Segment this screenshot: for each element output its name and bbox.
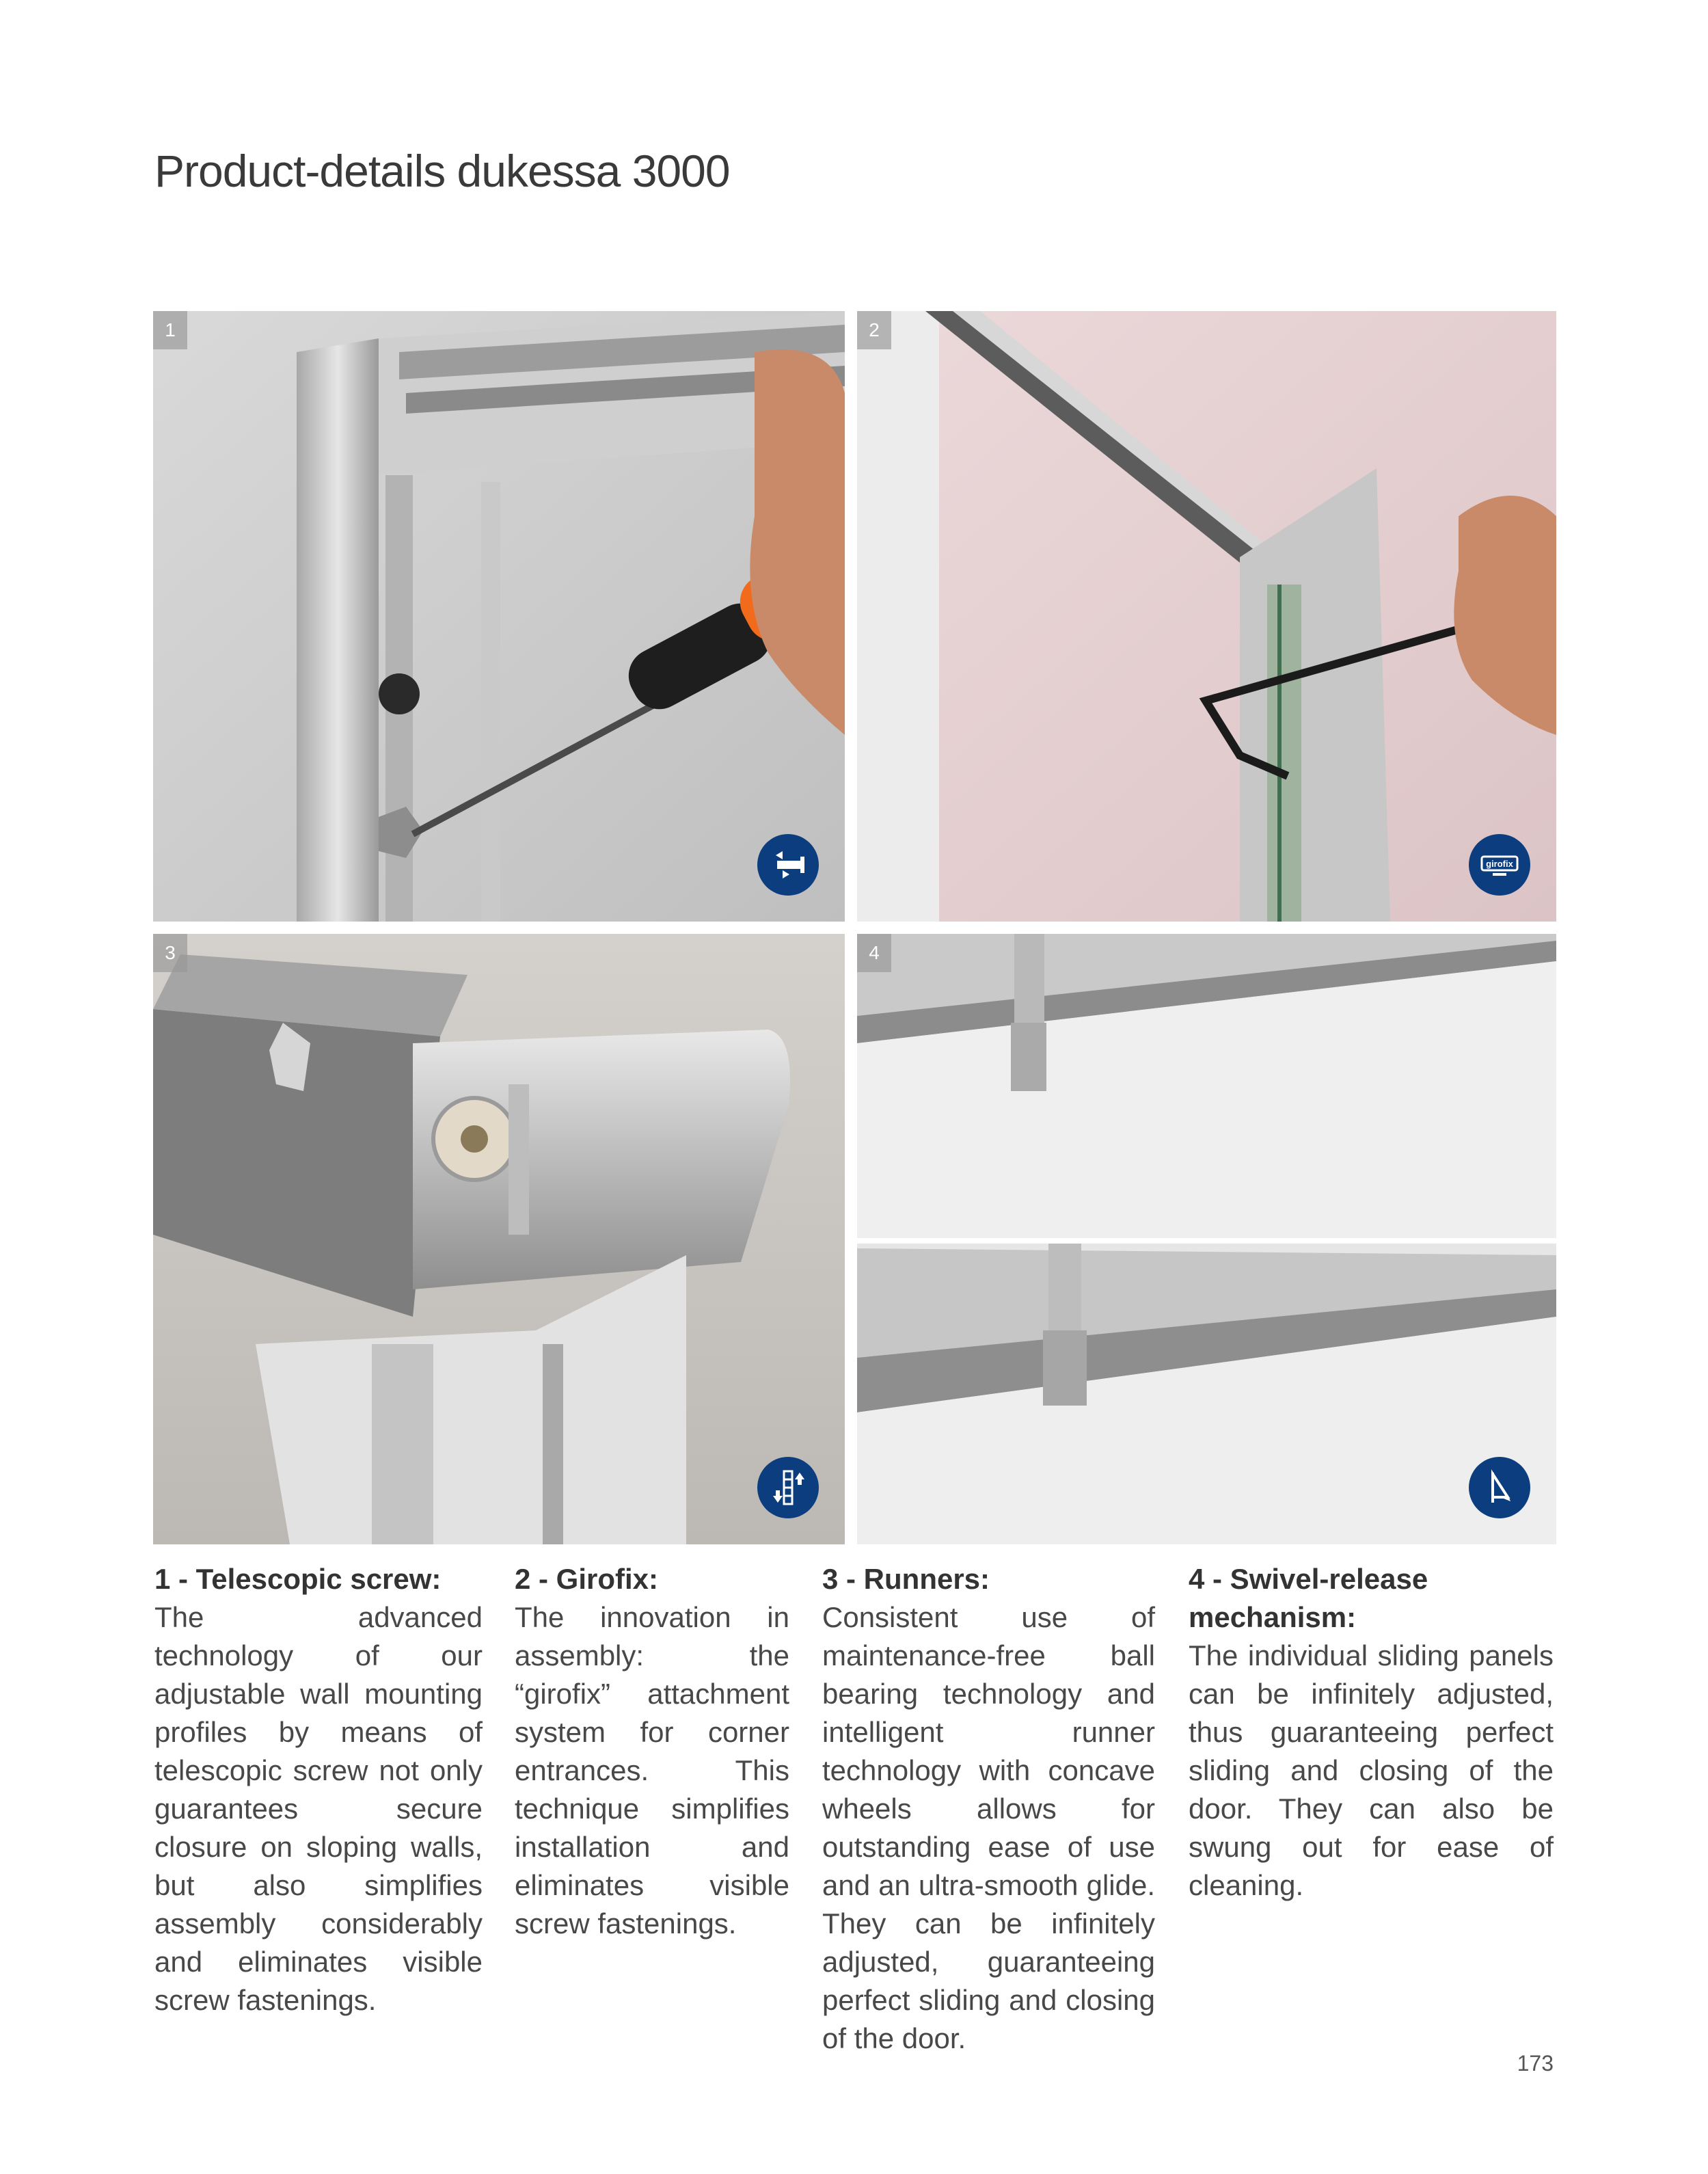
- photo-1-scene: [153, 311, 845, 922]
- photo-swivel-release: [857, 934, 1556, 1544]
- runners-icon: [766, 1466, 810, 1509]
- photo-runners: [153, 934, 845, 1544]
- photo-number: 2: [857, 311, 891, 349]
- girofix-badge-text: girofix: [1486, 859, 1513, 869]
- feature-body: The innovation in assembly: the “girofix” attachment system for corner entrances. This technique simplifies installation and eliminates visible screw fastenings.: [515, 1601, 789, 1940]
- feature-body: The individual sliding panels can be infinitely adjusted, thus guaranteeing perfect sliding and closing of the door. They can also be swung out for ease of cleaning.: [1189, 1639, 1554, 1901]
- feature-heading: 2 - Girofix:: [515, 1563, 659, 1595]
- runners-badge: [757, 1457, 819, 1518]
- feature-body: The advanced technology of our adjustable wall mounting profiles by means of telescopic screw not only guarantees secure closure on sloping walls, but also simplifies assembly considerably and eliminates visible screw fastenings.: [154, 1601, 483, 2016]
- feature-heading: 4 - Swivel-release mechanism:: [1189, 1563, 1428, 1633]
- telescopic-screw-badge: [757, 834, 819, 896]
- photo-telescopic-screw: [153, 311, 845, 922]
- feature-body: Consistent use of maintenance-free ball bearing technology and intelligent runner technology with concave wheels allows for outstanding ease of use and an ultra-smooth glide. They can be infinitely adjusted, guaranteeing perfect sliding and closing of the door.: [822, 1601, 1155, 2054]
- swivel-release-badge: [1469, 1457, 1530, 1518]
- swivel-release-icon: [1478, 1466, 1521, 1509]
- photo-number: 4: [857, 934, 891, 972]
- girofix-icon: [1478, 843, 1521, 887]
- feature-girofix: [515, 1560, 789, 1943]
- photo-4-scene: [857, 934, 1556, 1544]
- page-title: Product-details dukessa 3000: [154, 146, 730, 196]
- feature-telescopic-screw: [154, 1560, 483, 2019]
- girofix-badge: [1469, 834, 1530, 896]
- photo-number: 1: [153, 311, 187, 349]
- feature-runners: [822, 1560, 1155, 2058]
- feature-swivel-release: [1189, 1560, 1554, 1905]
- photo-3-scene: [153, 934, 845, 1544]
- photo-number: 3: [153, 934, 187, 972]
- feature-heading: 3 - Runners:: [822, 1563, 990, 1595]
- feature-heading: 1 - Telescopic screw:: [154, 1563, 442, 1595]
- page-number: 173: [1517, 2051, 1554, 2076]
- photo-girofix: [857, 311, 1556, 922]
- telescopic-screw-icon: [766, 843, 810, 887]
- photo-2-scene: [857, 311, 1556, 922]
